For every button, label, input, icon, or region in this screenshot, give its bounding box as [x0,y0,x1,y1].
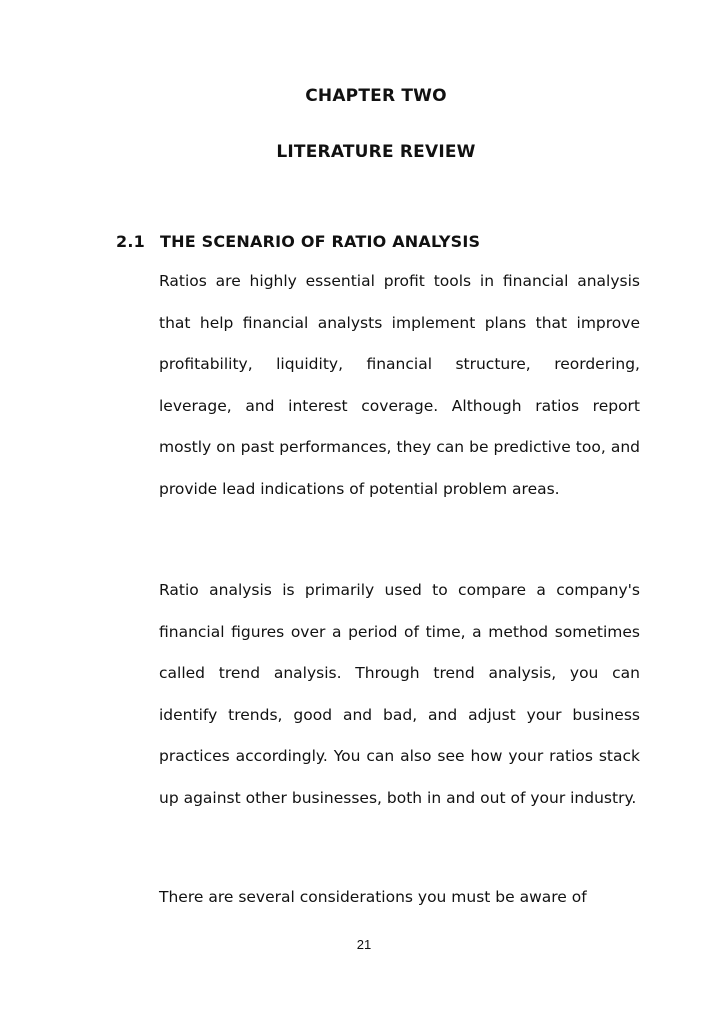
body-paragraph: Ratios are highly essential profit tools in financial analysis that help financial analysts implement plans that improve profitability, liquidity, financial structure, reordering, leverage, and interest coverage. Although ratios report mostly on past performances, they can be predictive too, and provide lead indications of potential problem areas. [159,272,640,498]
page-number: 21 [356,937,372,952]
chapter-subtitle: LITERATURE REVIEW [276,142,476,162]
section-number: 2.1 [116,232,145,251]
chapter-title: CHAPTER TWO [305,86,447,106]
section-heading [116,232,480,251]
section-title: THE SCENARIO OF RATIO ANALYSIS [160,232,481,251]
body-paragraph: There are several considerations you must be aware of [159,888,587,906]
body-paragraph: Ratio analysis is primarily used to compare a company's financial figures over a period of time, a method sometimes called trend analysis. Through trend analysis, you can identify trends, good and bad, and adjust your business practices accordingly. You can also see how your ratios stack up against other businesses, both in and out of your industry. [159,581,640,807]
